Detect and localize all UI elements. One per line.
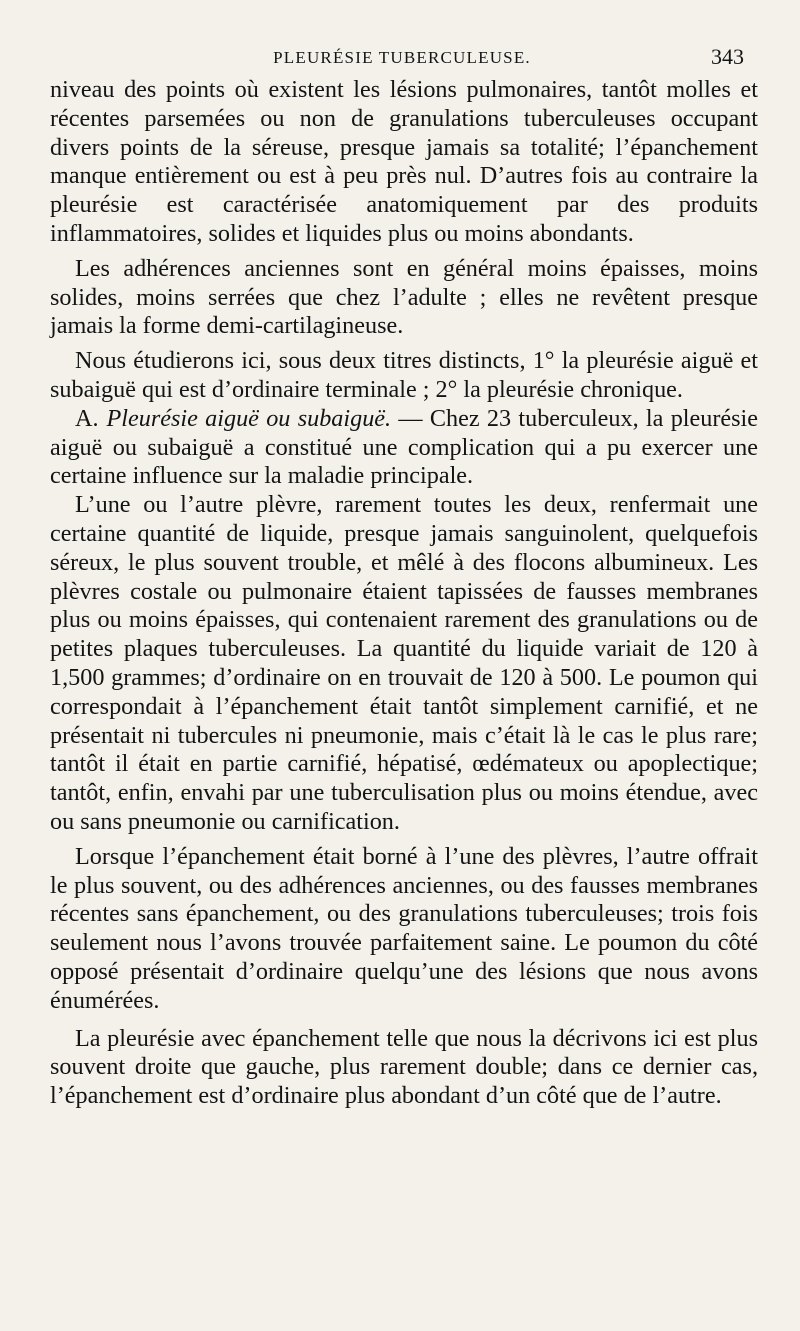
running-title: PLEURÉSIE TUBERCULEUSE. xyxy=(273,48,531,67)
paragraph-3: Nous étudierons ici, sous deux titres distincts, 1° la pleurésie aiguë et subaiguë qui est d’ordinaire terminale ; 2° la pleurésie chronique. xyxy=(50,347,758,403)
paragraph-4 xyxy=(50,405,758,491)
paragraph-2: Les adhérences anciennes sont en général moins épaisses, moins solides, moins serrées que chez l’adulte ; elles ne revêtent presque jamais la forme demi-cartilagineuse. xyxy=(50,254,758,340)
paragraph-7: La pleurésie avec épanchement telle que nous la décrivons ici est plus souvent droite que gauche, plus rarement double; dans ce dernier cas, l’épanchement est d’ordinaire plus abondant d’un côté que de l’autre. xyxy=(50,1024,758,1110)
paragraph-1: niveau des points où existent les lésions pulmonaires, tantôt molles et récentes parsemées ou non de granulations tuberculeuses occupant divers points de la séreuse, presque jamais sa totalité; l’épanchement manque entièrement ou est à peu près nul. D’autres fois au contraire la pleurésie est caractérisée anatomiquement par des produits inflammatoires, solides et liquides plus ou moins abondants. xyxy=(50,76,758,247)
paragraph-4-text: — Chez 23 tuberculeux, la pleurésie aiguë ou subaiguë a constitué une complication qui a pu exercer une certaine influence sur la maladie principale. xyxy=(50,404,758,490)
running-header xyxy=(52,44,752,74)
paragraph-5: L’une ou l’autre plèvre, rarement toutes les deux, renfermait une certaine quantité de liquide, presque jamais sanguinolent, quelquefois séreux, le plus souvent trouble, et mêlé à des flocons albumineux. Les plèvres costale ou pulmonaire étaient tapissées de fausses membranes plus ou moins épaisses, qui contenaient rarement des granulations ou de petites plaques tuberculeuses. La quantité du liquide variait de 120 à 1,500 grammes; d’ordinaire on en trouvait de 120 à 500. Le poumon qui correspondait à l’épanchement était tantôt simplement carnifié, et ne présentait ni tubercules ni pneumonie, mais c’était là le cas le plus rare; tantôt il était en partie carnifié, hépatisé, œdémateux ou apoplectique; tantôt, enfin, envahi par une tuberculisation plus ou moins étendue, avec ou sans pneumonie ou carnification. xyxy=(50,491,758,835)
body-text xyxy=(50,76,758,1111)
section-letter: A. xyxy=(75,404,99,432)
paragraph-6: Lorsque l’épanchement était borné à l’une des plèvres, l’autre offrait le plus souvent, ou des adhérences anciennes, ou des fausses membranes récentes sans épanchement, ou des granulations tuberculeuses; trois fois seulement nous l’avons trouvée parfaitement saine. Le poumon du côté opposé présentait d’ordinaire quelqu’une des lésions que nous avons énumérées. xyxy=(50,842,758,1014)
page-number: 343 xyxy=(711,44,744,69)
section-heading: Pleurésie aiguë ou subaiguë. xyxy=(106,404,392,432)
